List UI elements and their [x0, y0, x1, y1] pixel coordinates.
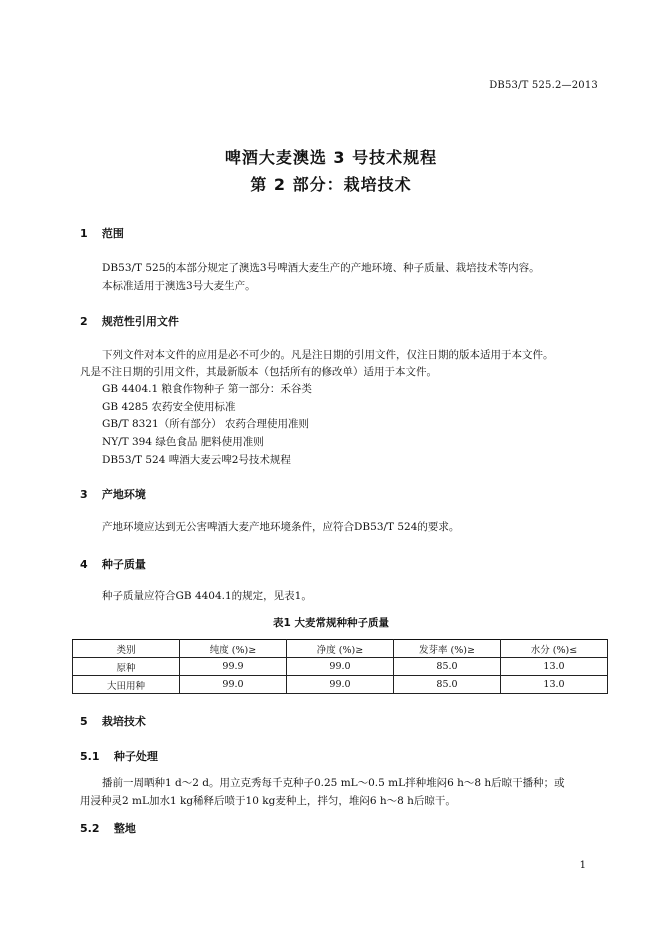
section-number: 2: [80, 315, 88, 328]
section-title: 范围: [101, 227, 124, 240]
section-number: 5.1: [80, 750, 100, 763]
reference-item: GB/T 8321（所有部分） 农药合理使用准则: [102, 418, 310, 430]
reference-item: GB 4285 农药安全使用标准: [102, 401, 236, 413]
section-number: 3: [80, 488, 88, 501]
section-2-heading: [80, 313, 179, 329]
table-row: [73, 658, 608, 676]
section-4-heading: [80, 556, 146, 572]
section-5-1-heading: [80, 748, 158, 764]
reference-item: DB53/T 524 啤酒大麦云啤2号技术规程: [102, 454, 291, 466]
table-header-cell: 水分 (%)≤: [501, 640, 608, 658]
table-row: [73, 676, 608, 694]
table-cell: 99.0: [287, 658, 394, 676]
section-1-heading: [80, 225, 124, 241]
section-number: 5.2: [80, 822, 100, 835]
section-title: 产地环境: [101, 488, 146, 501]
table-cell: 85.0: [394, 676, 501, 694]
section-title: 种子处理: [113, 750, 158, 763]
section-4-paragraph: 种子质量应符合GB 4404.1的规定，见表1。: [102, 590, 312, 602]
table-header-row: [73, 640, 608, 658]
page-number: 1: [579, 860, 586, 871]
section-number: 1: [80, 227, 88, 240]
section-5-heading: [80, 713, 146, 729]
section-1-paragraph-2: 本标准适用于澳选3号大麦生产。: [102, 280, 256, 292]
section-title: 种子质量: [101, 558, 146, 571]
table-cell: 99.0: [180, 676, 287, 694]
section-3-paragraph: 产地环境应达到无公害啤酒大麦产地环境条件，应符合DB53/T 524的要求。: [102, 521, 460, 533]
section-title: 整地: [113, 822, 136, 835]
table-cell: 13.0: [501, 676, 608, 694]
section-number: 5: [80, 715, 88, 728]
section-title: 栽培技术: [101, 715, 146, 728]
document-subtitle: 第 2 部分：栽培技术: [250, 175, 412, 194]
reference-item: NY/T 394 绿色食品 肥料使用准则: [102, 436, 264, 448]
seed-quality-table: [72, 639, 608, 694]
reference-item: GB 4404.1 粮食作物种子 第一部分：禾谷类: [102, 383, 312, 395]
section-2-paragraph-line-1: 下列文件对本文件的应用是必不可少的。凡是注日期的引用文件，仅注日期的版本适用于本文件。: [102, 349, 554, 361]
document-title: 啤酒大麦澳选 3 号技术规程: [224, 148, 438, 167]
table-cell: 原种: [73, 658, 180, 676]
section-number: 4: [80, 558, 88, 571]
table-cell: 85.0: [394, 658, 501, 676]
table-header-cell: 类别: [73, 640, 180, 658]
section-5-1-paragraph-line-1: 播前一周晒种1 d～2 d。用立克秀每千克种子0.25 mL～0.5 mL拌种堆闷6 h～8 h后晾干播种；或: [102, 777, 565, 789]
section-3-heading: [80, 486, 146, 502]
table-cell: 大田用种: [73, 676, 180, 694]
table-header-cell: 发芽率 (%)≥: [394, 640, 501, 658]
table-caption: 表1 大麦常规种种子质量: [273, 617, 389, 629]
document-code: DB53/T 525.2—2013: [489, 80, 598, 91]
section-title: 规范性引用文件: [101, 315, 179, 328]
table-cell: 13.0: [501, 658, 608, 676]
table-cell: 99.9: [180, 658, 287, 676]
table-header-cell: 净度 (%)≥: [287, 640, 394, 658]
section-1-paragraph-1: DB53/T 525的本部分规定了澳选3号啤酒大麦生产的产地环境、种子质量、栽培技术等内容。: [102, 262, 540, 274]
section-5-2-heading: [80, 820, 136, 836]
table-header-cell: 纯度 (%)≥: [180, 640, 287, 658]
section-5-1-paragraph-line-2: 用浸种灵2 mL加水1 kg稀释后喷于10 kg麦种上，拌匀，堆闷6 h～8 h后晾干。: [80, 795, 456, 807]
section-2-paragraph-line-2: 凡是不注日期的引用文件，其最新版本（包括所有的修改单）适用于本文件。: [80, 366, 437, 378]
table-cell: 99.0: [287, 676, 394, 694]
